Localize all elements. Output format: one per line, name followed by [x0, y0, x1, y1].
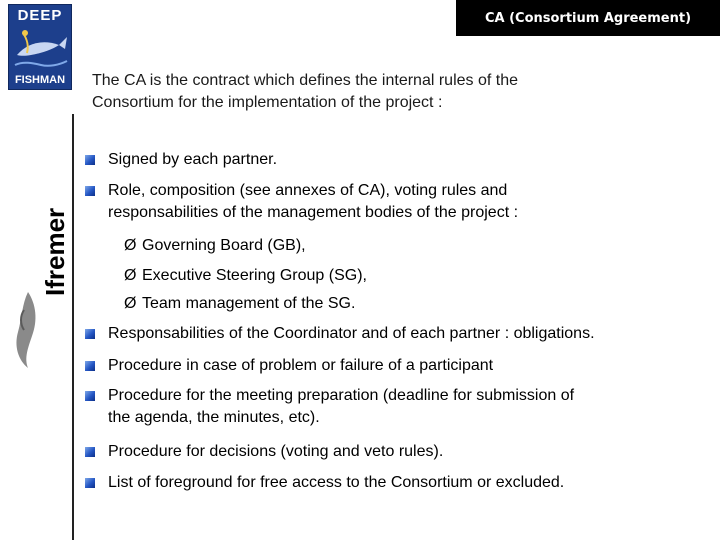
slide-title-box: [456, 0, 720, 36]
bullet-foreground: [108, 472, 708, 494]
sub-bullet-text: Executive Steering Group (SG),: [142, 267, 367, 284]
deep-fishman-logo: [8, 4, 72, 90]
bullet-text: Responsabilities of the Coordinator and of each partner : obligations.: [108, 325, 595, 342]
bullet-signed: [108, 149, 708, 171]
ifremer-wordmark: Ifremer: [40, 207, 70, 296]
slide-title: CA (Consortium Agreement): [484, 10, 692, 26]
sub-bullet-text: Team management of the SG.: [142, 295, 356, 312]
bullet-text: Procedure in case of problem or failure of a participant: [108, 357, 494, 374]
bullet-text: List of foreground for free access to the Consortium or excluded.: [108, 474, 565, 491]
sub-bullet-text: Governing Board (GB),: [142, 237, 306, 254]
bullet-text: Procedure for decisions (voting and veto rules).: [108, 443, 444, 460]
intro-paragraph: [92, 70, 672, 114]
bullet-square-icon: [85, 478, 95, 488]
bullet-procedure-meeting: [108, 385, 708, 429]
sub-bullet-gb: [124, 235, 306, 257]
bullet-square-icon: [85, 391, 95, 401]
sub-bullet-sg: [124, 265, 367, 287]
bullet-square-icon: [85, 447, 95, 457]
bullet-text-line-2: the agenda, the minutes, etc).: [108, 409, 320, 426]
logo-text-fishman: FISHMAN: [14, 74, 66, 86]
bullet-responsabilities: [108, 323, 708, 345]
fish-logo-icon: [13, 25, 69, 71]
arrow-marker-icon: Ø: [124, 295, 137, 312]
arrow-marker-icon: Ø: [124, 267, 137, 284]
arrow-marker-icon: Ø: [124, 237, 137, 254]
sub-bullet-team: [124, 293, 355, 315]
intro-line-2: Consortium for the implementation of the project :: [92, 94, 443, 111]
bullet-square-icon: [85, 361, 95, 371]
intro-line-1: The CA is the contract which defines the internal rules of the: [92, 72, 519, 89]
sidebar-divider: [72, 114, 74, 540]
ifremer-fish-icon: [10, 290, 44, 370]
bullet-procedure-failure: [108, 355, 708, 377]
bullet-square-icon: [85, 329, 95, 339]
bullet-procedure-decisions: [108, 441, 708, 463]
bullet-square-icon: [85, 186, 95, 196]
ifremer-sidebar: [10, 114, 72, 540]
bullet-role: [108, 180, 708, 224]
bullet-text: Signed by each partner.: [108, 151, 278, 168]
bullet-text-line-1: Procedure for the meeting preparation (deadline for submission of: [108, 387, 575, 404]
bullet-square-icon: [85, 155, 95, 165]
logo-text-deep: DEEP: [17, 7, 63, 24]
bullet-text-line-1: Role, composition (see annexes of CA), voting rules and: [108, 182, 508, 199]
bullet-text-line-2: responsabilities of the management bodies of the project :: [108, 204, 519, 221]
